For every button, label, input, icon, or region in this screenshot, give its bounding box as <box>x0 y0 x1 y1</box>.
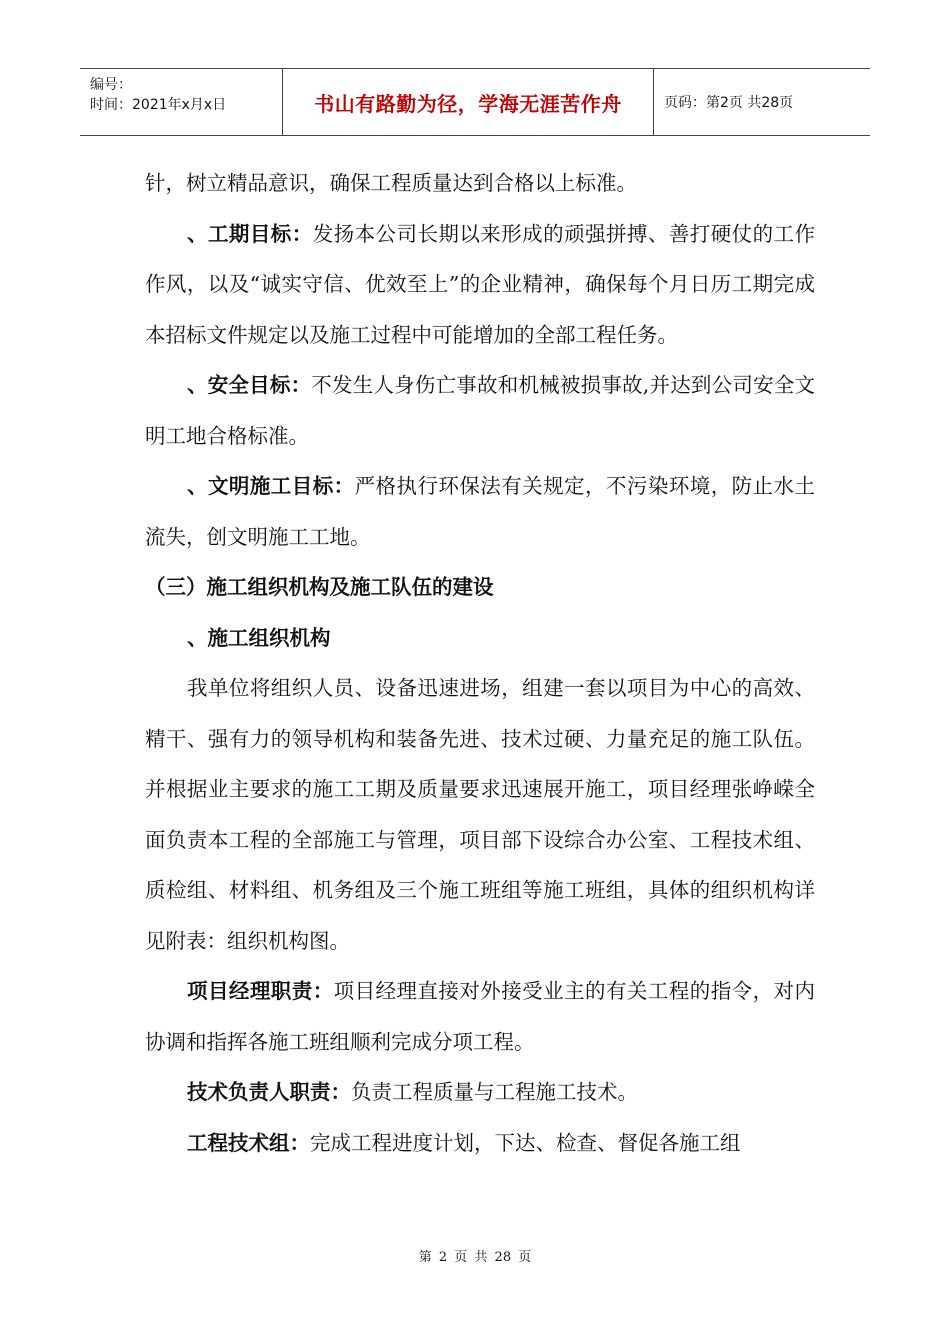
safety-target-text: 不发生人身伤亡事故和机械被损事故,并达到公司安全文明工地合格标准。 <box>145 373 815 448</box>
section-heading: （三）施工组织机构及施工队伍的建设 <box>145 575 494 599</box>
tech-group-label: 工程技术组： <box>187 1130 310 1155</box>
civilized-target-text: 严格执行环保法有关规定，不污染环境，防止水土流失，创文明施工工地。 <box>145 474 816 549</box>
paragraph-tech-group <box>145 1118 815 1169</box>
header-meta <box>80 69 283 135</box>
pm-duty-text: 项目经理直接对外接受业主的有关工程的指令，对内协调和指挥各施工班组顺利完成分项工程。 <box>145 979 816 1054</box>
safety-target-label: 、安全目标： <box>187 373 312 397</box>
pm-duty-label: 项目经理职责： <box>187 979 334 1003</box>
page-footer: 第 2 页 共 28 页 <box>418 1250 532 1265</box>
header-page-info: 页码：第2页 共28页 <box>664 95 794 111</box>
tech-group-text: 完成工程进度计划，下达、检查、督促各施工组 <box>310 1130 741 1155</box>
paragraph-organization: 我单位将组织人员、设备迅速进场，组建一套以项目为中心的高效、精干、强有力的领导机构和装备先进、技术过硬、力量充足的施工队伍。并根据业主要求的施工工期及质量要求迅速展开施工，项目经理张峥嵘全面负责本工程的全部施工与管理，项目部下设综合办公室、工程技术组、质检组、材料组、机务组及三个施工班组等施工班组，具体的组织机构详见附表：组织机构图。 <box>145 676 815 953</box>
schedule-target-text: 发扬本公司长期以来形成的顽强拼搏、善打硬仗的工作作风，以及“诚实守信、优效至上”的企业精神，确保每个月日历工期完成本招标文件规定以及施工过程中可能增加的全部工程任务。 <box>145 221 816 347</box>
tech-lead-duty-text: 负责工程质量与工程施工技术。 <box>351 1080 638 1104</box>
paragraph-quality-target-cont: 针，树立精品意识，确保工程质量达到合格以上标准。 <box>145 171 637 195</box>
schedule-target-label: 、工期目标： <box>187 221 313 246</box>
document-body <box>145 158 815 1168</box>
tech-lead-duty-label: 技术负责人职责： <box>187 1080 351 1104</box>
paragraph-pm-duty <box>145 966 815 1067</box>
header-motto: 书山有路勤为径，学海无涯苦作舟 <box>283 69 654 135</box>
paragraph-safety-target <box>145 360 815 461</box>
header-number-label: 编号： <box>90 77 132 93</box>
subsection-heading: 、施工组织机构 <box>187 625 331 650</box>
header-time-label: 时间：2021年x月x日 <box>90 97 227 113</box>
paragraph-tech-lead-duty <box>145 1067 815 1118</box>
page-header <box>80 68 870 136</box>
paragraph-schedule-target <box>145 209 815 361</box>
civilized-target-label: 、文明施工目标： <box>187 474 355 498</box>
paragraph-civilized-target <box>145 461 815 562</box>
